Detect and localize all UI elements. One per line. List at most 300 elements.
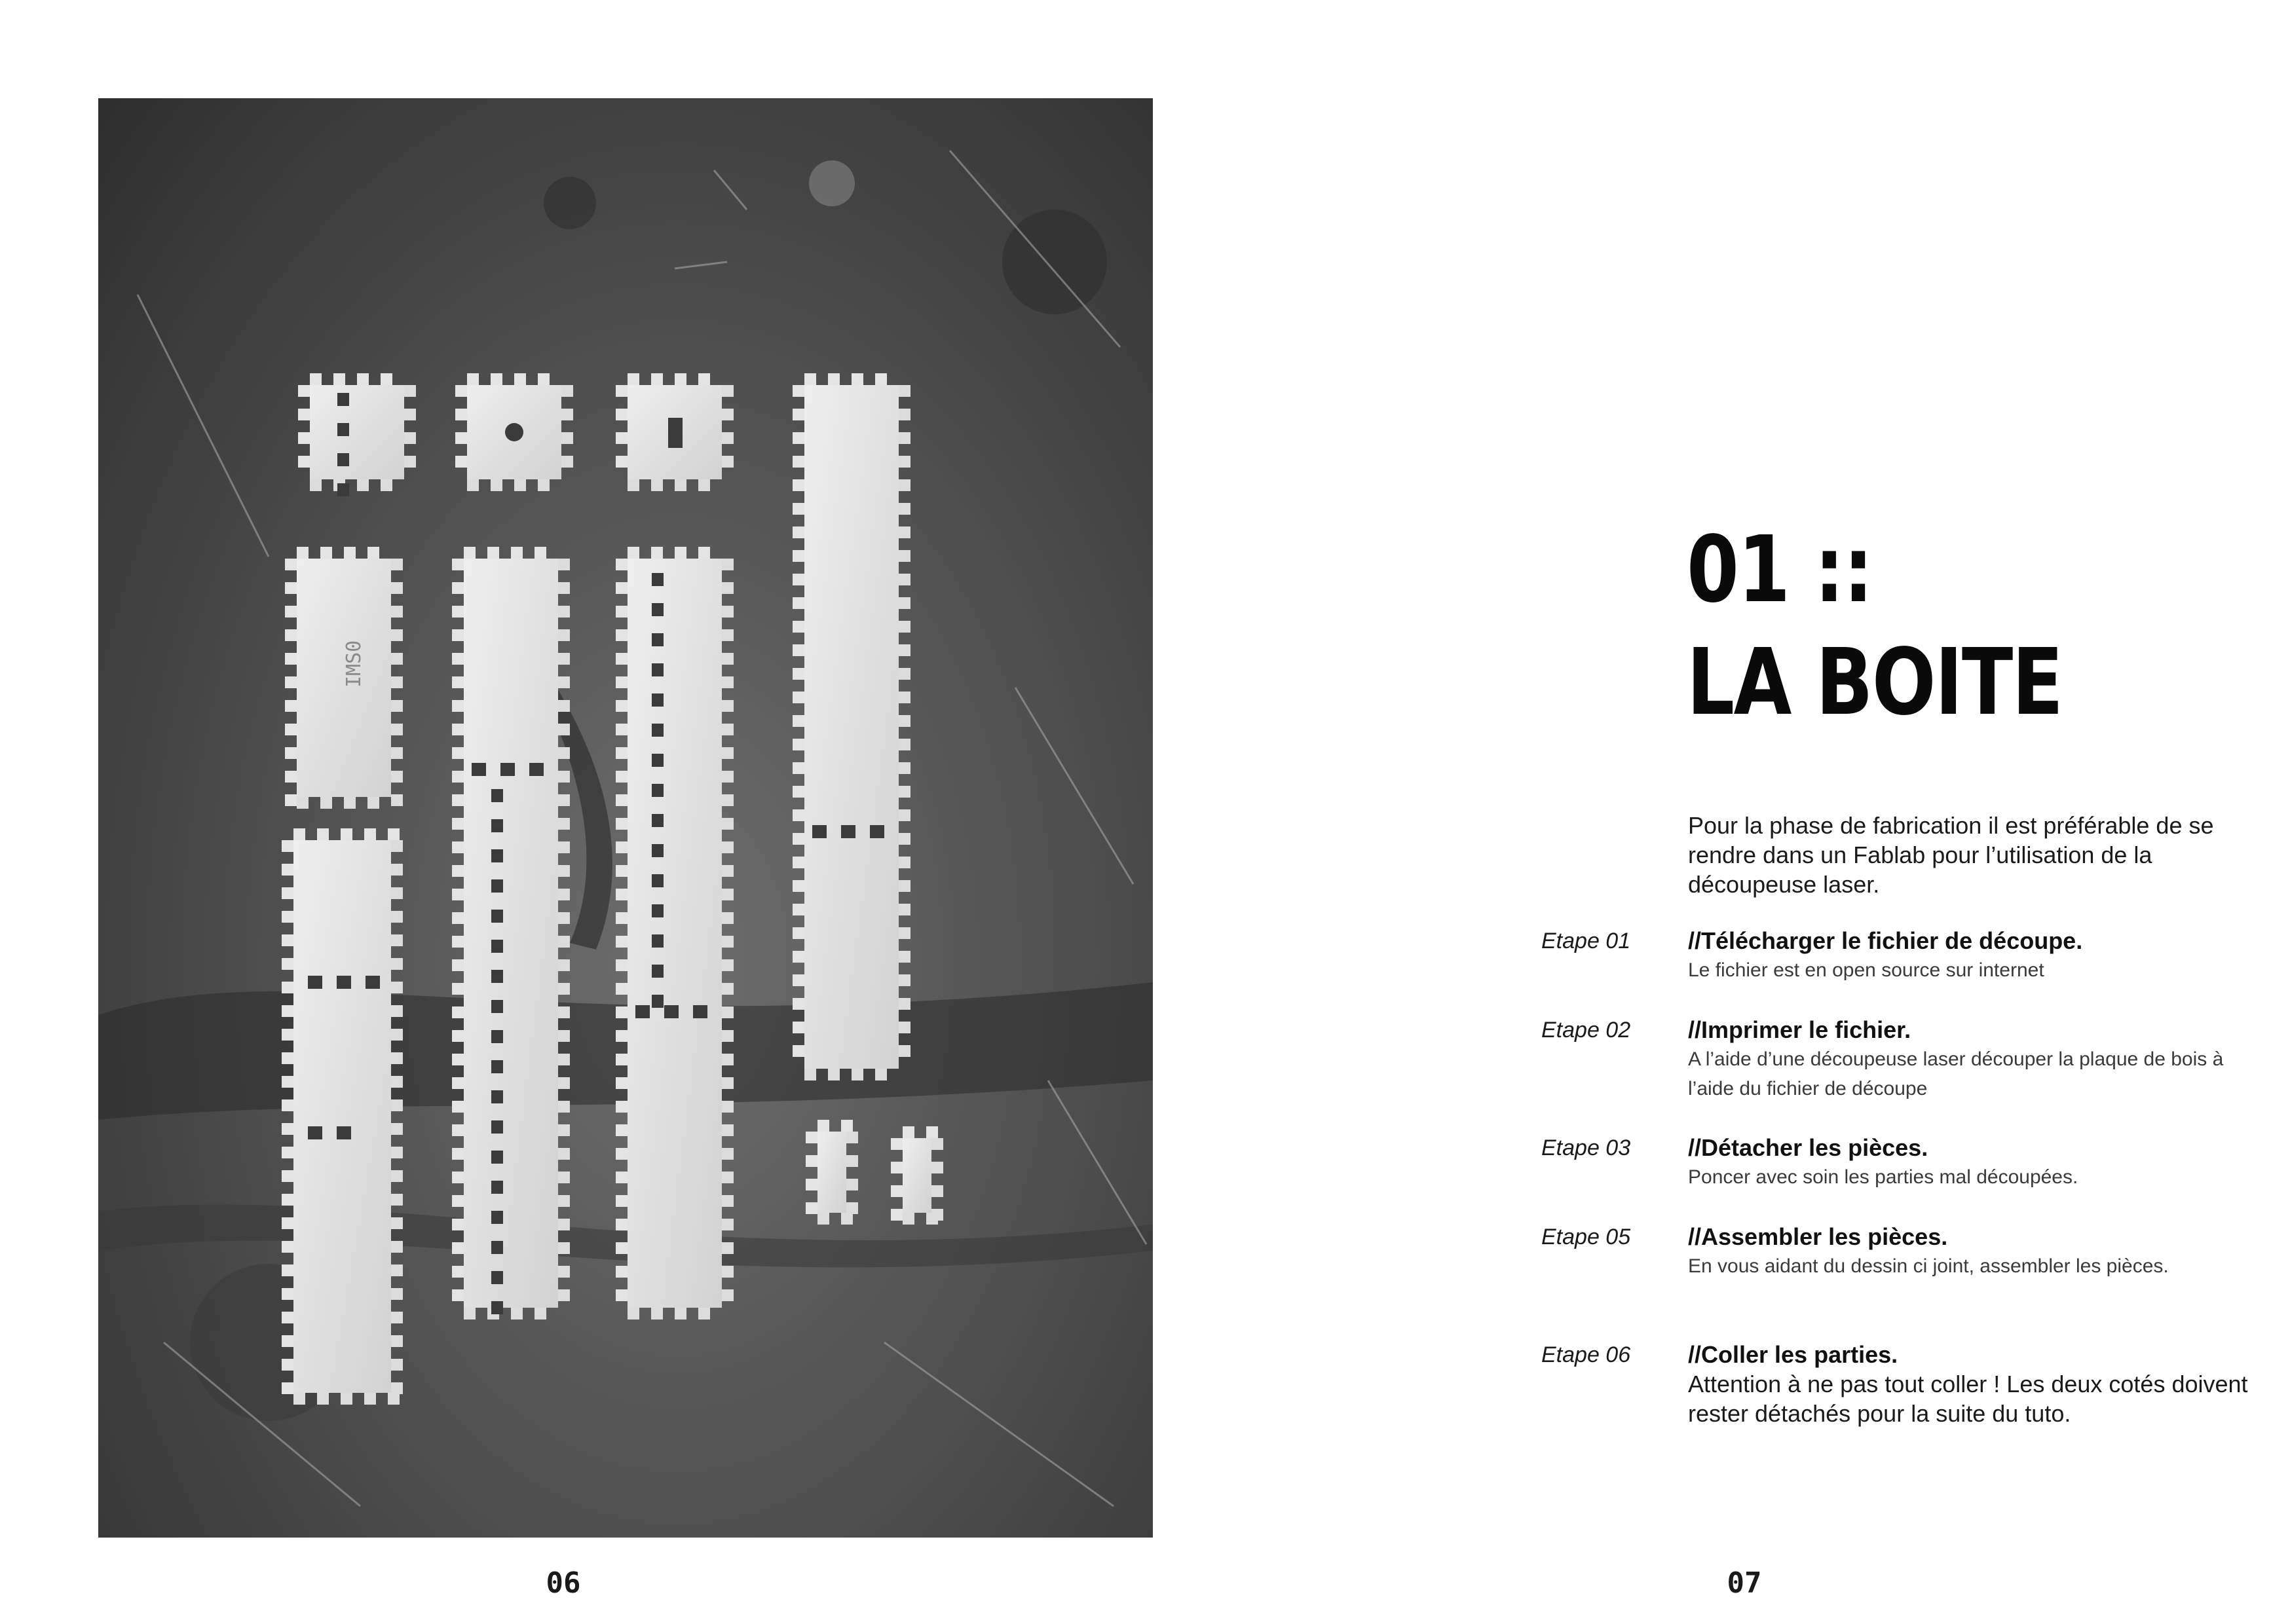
finger-joint	[364, 1393, 376, 1405]
finger-joint	[616, 559, 628, 570]
finger-joint	[285, 771, 297, 783]
slot-hole	[652, 693, 664, 707]
finger-joint	[698, 373, 710, 385]
slot-hole	[491, 849, 503, 862]
finger-joint	[452, 1054, 464, 1065]
finger-joint	[558, 1006, 570, 1018]
finger-joint	[464, 547, 476, 559]
finger-joint	[391, 934, 403, 946]
finger-joint	[722, 1030, 734, 1042]
finger-joint	[804, 373, 816, 385]
finger-joint	[282, 1382, 293, 1394]
finger-joint	[391, 653, 403, 665]
finger-joint	[852, 373, 863, 385]
slot-hole	[652, 603, 664, 616]
finger-joint	[793, 998, 804, 1010]
finger-joint	[793, 715, 804, 727]
slot-hole	[635, 1005, 650, 1018]
finger-joint	[899, 1045, 910, 1057]
finger-joint	[841, 1213, 853, 1225]
finger-joint	[891, 1185, 903, 1197]
slot-hole	[308, 976, 322, 989]
finger-joint	[452, 724, 464, 735]
finger-joint	[722, 1219, 734, 1230]
finger-joint	[298, 456, 310, 468]
finger-joint	[285, 794, 297, 806]
finger-joint	[899, 857, 910, 868]
finger-joint	[931, 1138, 943, 1150]
finger-joint	[793, 456, 804, 468]
finger-joint	[467, 479, 479, 491]
finger-joint	[282, 1288, 293, 1300]
finger-joint	[616, 771, 628, 783]
finger-joint	[282, 1099, 293, 1111]
finger-joint	[891, 1138, 903, 1150]
finger-joint	[558, 983, 570, 995]
finger-joint	[487, 547, 499, 559]
slot-hole	[337, 1126, 351, 1139]
finger-joint	[538, 373, 550, 385]
finger-joint	[282, 1005, 293, 1017]
finger-joint	[558, 1195, 570, 1207]
finger-joint	[282, 934, 293, 946]
finger-joint	[452, 865, 464, 877]
finger-joint	[616, 385, 628, 397]
slot-hole	[491, 1271, 503, 1284]
finger-joint	[616, 1289, 628, 1301]
finger-joint	[404, 456, 416, 468]
step-description: A l’aide d’une découpeuse laser découper la plaque de bois à l’aide du fichier de découpe	[1688, 1048, 2224, 1099]
wood-piece	[903, 1138, 931, 1213]
step-item	[1541, 1223, 2249, 1340]
finger-joint	[722, 1172, 734, 1183]
finger-joint	[293, 1393, 305, 1405]
finger-joint	[722, 456, 734, 468]
finger-joint	[899, 644, 910, 656]
slot-hole	[664, 1005, 679, 1018]
finger-joint	[391, 1005, 403, 1017]
finger-joint	[616, 959, 628, 971]
finger-joint	[391, 1241, 403, 1253]
finger-joint	[452, 1030, 464, 1042]
slot-hole	[652, 995, 664, 1008]
finger-joint	[931, 1162, 943, 1173]
finger-joint	[899, 927, 910, 939]
finger-joint	[722, 1006, 734, 1018]
finger-joint	[511, 1308, 523, 1320]
slot-hole	[652, 814, 664, 827]
finger-joint	[616, 1266, 628, 1278]
finger-joint	[793, 409, 804, 420]
finger-joint	[452, 1172, 464, 1183]
finger-joint	[282, 864, 293, 876]
finger-joint	[452, 1006, 464, 1018]
finger-joint	[558, 1172, 570, 1183]
finger-joint	[616, 653, 628, 665]
engraving-text: IMS0	[343, 640, 366, 688]
finger-joint	[282, 1052, 293, 1064]
slot-hole	[652, 934, 664, 948]
finger-joint	[285, 653, 297, 665]
finger-joint	[391, 982, 403, 993]
finger-joint	[357, 479, 369, 491]
finger-joint	[558, 1101, 570, 1113]
finger-joint	[285, 629, 297, 641]
slot-hole	[491, 910, 503, 923]
finger-joint	[806, 1202, 817, 1214]
slot-hole	[841, 825, 855, 838]
finger-joint	[452, 841, 464, 853]
slot-hole	[491, 1181, 503, 1194]
finger-joint	[558, 676, 570, 688]
finger-joint	[616, 818, 628, 830]
finger-joint	[391, 958, 403, 970]
finger-joint	[297, 547, 309, 559]
finger-joint	[391, 747, 403, 759]
slot-hole	[366, 976, 380, 989]
slot-hole	[491, 819, 503, 832]
finger-joint	[558, 700, 570, 712]
finger-joint	[616, 1219, 628, 1230]
surface-texture	[98, 160, 1153, 1421]
finger-joint	[793, 550, 804, 562]
finger-joint	[698, 1308, 710, 1320]
slot-hole	[337, 976, 351, 989]
finger-joint	[616, 1077, 628, 1089]
finger-joint	[675, 1308, 686, 1320]
finger-joint	[722, 841, 734, 853]
finger-joint	[722, 1077, 734, 1089]
finger-joint	[391, 700, 403, 712]
page-number-right: 07	[1727, 1566, 1762, 1600]
finger-joint	[899, 951, 910, 963]
finger-joint	[388, 828, 400, 840]
finger-joint	[722, 818, 734, 830]
finger-joint	[698, 547, 710, 559]
finger-joint	[899, 998, 910, 1010]
finger-joint	[558, 1148, 570, 1160]
finger-joint	[285, 724, 297, 735]
step-label: Etape 05	[1541, 1225, 1631, 1249]
finger-joint	[616, 983, 628, 995]
slot-hole	[652, 844, 664, 857]
finger-joint	[558, 724, 570, 735]
slot-hole	[337, 393, 349, 406]
finger-joint	[675, 479, 686, 491]
finger-joint	[616, 747, 628, 759]
finger-joint	[558, 1054, 570, 1065]
finger-joint	[285, 747, 297, 759]
finger-joint	[793, 432, 804, 444]
finger-joint	[391, 1052, 403, 1064]
step-label: Etape 01	[1541, 929, 1631, 953]
finger-joint	[391, 887, 403, 899]
page-number-left: 06	[546, 1566, 581, 1600]
finger-joint	[381, 373, 392, 385]
finger-joint	[722, 676, 734, 688]
step-label: Etape 06	[1541, 1342, 1631, 1367]
finger-joint	[628, 1308, 639, 1320]
finger-joint	[899, 762, 910, 774]
finger-joint	[558, 936, 570, 948]
finger-joint	[558, 865, 570, 877]
finger-joint	[391, 1217, 403, 1229]
wood-piece	[804, 385, 899, 1069]
finger-joint	[341, 1393, 352, 1405]
finger-joint	[722, 959, 734, 971]
finger-joint	[828, 1069, 840, 1080]
slot-hole	[491, 1090, 503, 1103]
finger-joint	[793, 644, 804, 656]
finger-joint	[793, 1022, 804, 1033]
finger-joint	[793, 385, 804, 397]
step-item	[1541, 1340, 2249, 1429]
slot-hole	[652, 784, 664, 797]
slot-hole	[652, 904, 664, 917]
finger-joint	[282, 1123, 293, 1135]
finger-joint	[535, 1308, 546, 1320]
finger-joint	[722, 724, 734, 735]
finger-joint	[616, 912, 628, 924]
slot-hole	[693, 1005, 707, 1018]
finger-joint	[391, 1359, 403, 1371]
step-description: En vous aidant du dessin ci joint, assembler les pièces.	[1688, 1255, 2169, 1277]
slot-hole	[491, 1211, 503, 1224]
finger-joint	[298, 409, 310, 420]
finger-joint	[806, 1132, 817, 1143]
finger-joint	[722, 1242, 734, 1254]
finger-joint	[404, 409, 416, 420]
finger-joint	[903, 1213, 914, 1225]
finger-joint	[455, 409, 467, 420]
finger-joint	[616, 456, 628, 468]
finger-joint	[285, 582, 297, 594]
finger-joint	[452, 936, 464, 948]
slot-hole	[491, 879, 503, 893]
finger-joint	[298, 385, 310, 397]
slot-hole	[337, 483, 349, 496]
chapter-title	[1687, 514, 2062, 739]
finger-joint	[616, 1242, 628, 1254]
finger-joint	[722, 1148, 734, 1160]
finger-joint	[391, 1170, 403, 1182]
slot-hole	[337, 423, 349, 436]
finger-joint	[899, 974, 910, 986]
finger-joint	[320, 547, 332, 559]
photo-laser-cut-pieces	[98, 98, 1153, 1538]
finger-joint	[828, 373, 840, 385]
finger-joint	[391, 1076, 403, 1088]
finger-joint	[558, 1289, 570, 1301]
finger-joint	[455, 456, 467, 468]
wood-piece	[293, 840, 391, 1393]
finger-joint	[722, 559, 734, 570]
finger-joint	[793, 692, 804, 703]
finger-joint	[391, 724, 403, 735]
step-description: Attention à ne pas tout coller ! Les deux cotés doivent rester détachés pour la suite du tuto.	[1688, 1371, 2248, 1427]
finger-joint	[806, 1155, 817, 1167]
finger-joint	[722, 1289, 734, 1301]
finger-joint	[899, 385, 910, 397]
finger-joint	[452, 1242, 464, 1254]
finger-joint	[846, 1132, 858, 1143]
finger-joint	[722, 409, 734, 420]
finger-joint	[899, 409, 910, 420]
finger-joint	[616, 1054, 628, 1065]
finger-joint	[464, 1308, 476, 1320]
finger-joint	[899, 597, 910, 609]
step-item	[1541, 927, 2249, 1016]
finger-joint	[535, 547, 546, 559]
finger-joint	[899, 739, 910, 750]
finger-joint	[899, 880, 910, 892]
finger-joint	[282, 1335, 293, 1347]
finger-joint	[391, 840, 403, 852]
finger-joint	[793, 1045, 804, 1057]
intro-paragraph: Pour la phase de fabrication il est préférable de se rendre dans un Fablab pour l’utilisation de la découpeuse laser.	[1688, 812, 2214, 898]
finger-joint	[846, 1155, 858, 1167]
finger-joint	[793, 786, 804, 798]
finger-joint	[391, 1147, 403, 1158]
finger-joint	[793, 621, 804, 633]
finger-joint	[514, 373, 526, 385]
finger-joint	[793, 857, 804, 868]
finger-joint	[616, 432, 628, 444]
finger-joint	[899, 479, 910, 491]
finger-joint	[452, 582, 464, 594]
finger-joint	[558, 629, 570, 641]
finger-joint	[514, 479, 526, 491]
finger-joint	[793, 574, 804, 585]
finger-joint	[899, 456, 910, 468]
finger-joint	[452, 1289, 464, 1301]
round-hole	[505, 423, 523, 441]
finger-joint	[293, 828, 305, 840]
finger-joint	[297, 797, 309, 809]
finger-joint	[452, 1148, 464, 1160]
finger-joint	[793, 479, 804, 491]
finger-joint	[285, 606, 297, 618]
finger-joint	[616, 1006, 628, 1018]
finger-joint	[452, 912, 464, 924]
finger-joint	[616, 841, 628, 853]
finger-joint	[344, 797, 356, 809]
finger-joint	[616, 582, 628, 594]
finger-joint	[899, 715, 910, 727]
finger-joint	[381, 479, 392, 491]
finger-joint	[452, 959, 464, 971]
slot-hole	[491, 1000, 503, 1013]
finger-joint	[282, 840, 293, 852]
slot-hole	[491, 1241, 503, 1254]
slot-hole	[491, 1301, 503, 1314]
finger-joint	[558, 582, 570, 594]
finger-joint	[899, 621, 910, 633]
finger-joint	[899, 550, 910, 562]
finger-joint	[793, 526, 804, 538]
finger-joint	[722, 1054, 734, 1065]
finger-joint	[899, 526, 910, 538]
finger-joint	[793, 974, 804, 986]
finger-joint	[558, 606, 570, 618]
finger-joint	[558, 653, 570, 665]
finger-joint	[452, 700, 464, 712]
chapter-title-number: 01 ::	[1687, 517, 1873, 623]
finger-joint	[282, 1147, 293, 1158]
slot-hole	[652, 663, 664, 676]
chapter-title-name: LA BOITE	[1687, 629, 2063, 736]
slot-hole	[652, 754, 664, 767]
slot-hole	[491, 940, 503, 953]
finger-joint	[452, 794, 464, 806]
finger-joint	[698, 479, 710, 491]
finger-joint	[452, 1266, 464, 1278]
finger-joint	[282, 1029, 293, 1041]
finger-joint	[616, 676, 628, 688]
step-label: Etape 03	[1541, 1135, 1631, 1160]
slot-hole	[652, 724, 664, 737]
finger-joint	[391, 1288, 403, 1300]
finger-joint	[793, 833, 804, 845]
finger-joint	[722, 629, 734, 641]
wood-piece	[628, 559, 722, 1308]
finger-joint	[651, 1308, 663, 1320]
finger-joint	[558, 1124, 570, 1136]
finger-joint	[817, 1213, 829, 1225]
finger-joint	[931, 1185, 943, 1197]
rect-hole	[668, 418, 683, 448]
finger-joint	[404, 385, 416, 397]
slot-hole	[652, 874, 664, 887]
photo-illustration	[98, 98, 1153, 1538]
finger-joint	[282, 1241, 293, 1253]
finger-joint	[452, 629, 464, 641]
slot-hole	[472, 763, 486, 776]
finger-joint	[538, 479, 550, 491]
finger-joint	[806, 1179, 817, 1190]
finger-joint	[616, 865, 628, 877]
wood-piece	[817, 1132, 846, 1213]
finger-joint	[404, 432, 416, 444]
step-description: Le fichier est en open source sur internet	[1688, 959, 2044, 981]
finger-joint	[675, 547, 686, 559]
finger-joint	[558, 959, 570, 971]
finger-joint	[452, 606, 464, 618]
finger-joint	[722, 1101, 734, 1113]
finger-joint	[628, 373, 639, 385]
finger-joint	[722, 983, 734, 995]
finger-joint	[616, 1030, 628, 1042]
finger-joint	[285, 676, 297, 688]
finger-joint	[899, 574, 910, 585]
finger-joint	[616, 724, 628, 735]
slot-hole	[500, 763, 515, 776]
finger-joint	[282, 1312, 293, 1323]
finger-joint	[561, 385, 573, 397]
finger-joint	[651, 373, 663, 385]
slot-hole	[491, 1030, 503, 1043]
finger-joint	[320, 797, 332, 809]
finger-joint	[651, 479, 663, 491]
finger-joint	[391, 864, 403, 876]
finger-joint	[558, 889, 570, 900]
finger-joint	[491, 373, 502, 385]
finger-joint	[452, 1124, 464, 1136]
finger-joint	[452, 747, 464, 759]
finger-joint	[793, 597, 804, 609]
finger-joint	[561, 456, 573, 468]
finger-joint	[722, 889, 734, 900]
